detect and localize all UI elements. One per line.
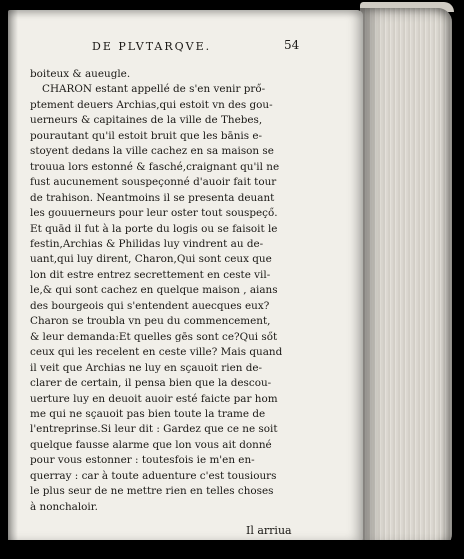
text-line: uant,qui luy dirent, Charon,Qui sont ceux que bbox=[30, 253, 272, 266]
text-line: uerture luy en deuoit auoir esté faicte par hom bbox=[30, 392, 278, 405]
bottom-shadow bbox=[0, 540, 464, 559]
text-line: querray : car à toute aduenture c'est tousiours bbox=[30, 469, 277, 482]
text-line: fust aucunement souspeçonné d'auoir fait tour bbox=[30, 176, 277, 189]
text-line: pourautant qu'il estoit bruit que les bānis e- bbox=[30, 129, 263, 142]
text-line: boiteux & aueugle. bbox=[30, 68, 131, 80]
text-line: le,& qui sont cachez en quelque maison , aians bbox=[30, 284, 278, 297]
text-line: CHARON estant appellé de s'en venir prő- bbox=[42, 83, 266, 96]
text-line: festin,Archias & Philidas luy vindrent au de- bbox=[30, 237, 264, 250]
text-line: Et quād il fut à la porte du logis ou se faisoit le bbox=[30, 222, 278, 235]
page-edges-stack bbox=[360, 8, 452, 548]
running-head: DE PLVTARQVE. bbox=[92, 40, 212, 53]
page-header bbox=[8, 40, 363, 58]
book-page bbox=[8, 10, 363, 542]
text-line: Charon se troubla vn peu du commencement, bbox=[30, 315, 271, 328]
text-line: ptement deuers Archias,qui estoit vn des gou- bbox=[30, 98, 273, 111]
text-line: ceux qui les recelent en ceste ville? Mais quand bbox=[30, 346, 283, 359]
text-line: clarer de certain, il pensa bien que la descou- bbox=[30, 377, 272, 390]
body-text bbox=[30, 67, 320, 539]
text-line: lon dit estre entrez secrettement en ceste vil- bbox=[30, 268, 271, 281]
text-line: pour vous estonner : toutesfois ie m'en en- bbox=[30, 454, 255, 467]
page-number: 54 bbox=[284, 38, 300, 52]
text-line: le plus seur de ne mettre rien en telles choses bbox=[30, 485, 274, 498]
text-line: des bourgeois qui s'entendent auecques eux? bbox=[30, 299, 270, 312]
catchword: Il arriua bbox=[246, 524, 292, 538]
text-line: stoyent dedans la ville cachez en sa maison se bbox=[30, 145, 274, 158]
text-line: me qui ne sçauoit pas bien toute la trame de bbox=[30, 407, 266, 420]
text-line: de trahison. Neantmoins il se presenta deuant bbox=[30, 191, 275, 204]
text-line: quelque fausse alarme que lon vous ait donné bbox=[30, 438, 272, 451]
text-line: & leur demanda:Et quelles gēs sont ce?Qui sőt bbox=[30, 330, 278, 343]
text-line: il veit que Archias ne luy en sçauoit rien de- bbox=[30, 361, 263, 374]
text-line: uerneurs & capitaines de la ville de Thebes, bbox=[30, 114, 263, 127]
text-line: à nonchaloir. bbox=[30, 500, 98, 513]
text-line: trouua lors estonné & fasché,craignant qu'il ne bbox=[30, 160, 280, 173]
text-line: l'entreprinse.Si leur dit : Gardez que ce ne soit bbox=[30, 423, 278, 436]
text-line: les gouuerneurs pour leur oster tout souspeçő. bbox=[30, 207, 278, 220]
gutter-shadow bbox=[8, 10, 18, 542]
